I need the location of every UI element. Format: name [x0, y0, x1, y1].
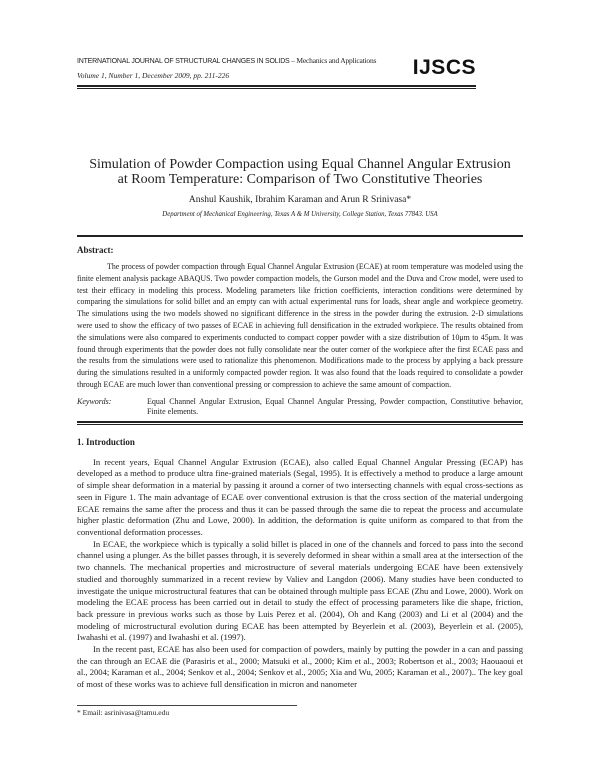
paper-title [77, 157, 523, 187]
abstract-heading: Abstract: [77, 245, 114, 255]
affiliation: Department of Mechanical Engineering, Texas A & M University, College Station, Texas 77843. USA [162, 211, 438, 218]
journal-header [77, 56, 476, 81]
divider [77, 421, 523, 425]
intro-body [77, 457, 523, 691]
paragraph: In the recent past, ECAE has also been used for compaction of powders, mainly by putting the powder in a can and passing the can through an ECAE die (Parasiris et al., 2000; Matsuki et al., 2000; Kim et al., 2003; Robertson et al., 2003; Haouaoui et al., 2004; Karaman et al., 2004; Senkov et al., 2004; Senkov et al., 2005; Xia and Wu, 2005; Karaman et al., 2007).. The key goal of most of these works was to achieve full densification in micron and nanometer [77, 644, 523, 690]
footnote-email: * Email: asrinivasa@tamu.edu [77, 707, 170, 717]
title-line-2: at Room Temperature: Comparison of Two Constitutive Theories [117, 172, 483, 187]
volume-info: Volume 1, Number 1, December 2009, pp. 211-226 [77, 71, 230, 80]
title-line-1: Simulation of Powder Compaction using Equal Channel Angular Extrusion [89, 157, 511, 172]
paragraph: In recent years, Equal Channel Angular Extrusion (ECAE), also called Equal Channel Angular Pressing (ECAP) has developed as a method to produce ultra fine-grained materials (Segal, 1995). It is effectively a method to produce a large amount of simple shear deformation in a material by passing it around a corner of two intersecting channels with equal cross-sections as seen in Figure 1. The main advantage of ECAE over conventional extrusion is that the cross section of the material undergoing ECAE remains the same after the process and thus it can be passed through the same die to repeat the process and accumulate higher plastic deformation (Zhu and Lowe, 2000). In addition, the deformation is quite uniform as compared to that from the conventional deformation processes. [77, 456, 523, 537]
journal-subtitle: – Mechanics and Applications [289, 56, 377, 65]
section-heading: 1. Introduction [77, 436, 135, 447]
footnote-rule [77, 705, 297, 706]
journal-info [77, 56, 413, 81]
journal-title: INTERNATIONAL JOURNAL OF STRUCTURAL CHANGES IN SOLIDS [77, 58, 290, 65]
authors: Anshul Kaushik, Ibrahim Karaman and Arun R Srinivasa* [188, 195, 412, 205]
keywords-text: Equal Channel Angular Extrusion, Equal Channel Angular Pressing, Powder compaction, Constitutive behavior, Finite elements. [147, 396, 523, 416]
journal-name [77, 56, 405, 67]
keywords-label: Keywords: [77, 396, 112, 406]
header-rule [77, 85, 476, 89]
keywords [77, 397, 523, 417]
journal-logo: IJSCS [412, 56, 476, 79]
paragraph: In ECAE, the workpiece which is typically a solid billet is placed in one of the channels and forced to pass into the second channel using a plunger. As the billet passes through, it is severely deformed in shear within a small area at the intersection of the two channels. The mechanical properties and microstructure of several materials undergoing ECAE have been extensively studied and thoroughly summarized in a recent review by Valiev and Langdon (2006). Many studies have been conducted to investigate the unique microstructural features that can be obtained through multiple pass ECAE (Zhu and Lowe, 2000). Work on modeling the ECAE process has been carried out in detail to study the effect of processing parameters like die shape, friction, back pressure in previous works such as those by Luis Perez et al. (2004), Oh and Kang (2003) and Li et al (2004) and the modeling of microstructural evolution during ECAE has been attempted by Beyerlein et al. (2003), Beyerlein et al. (2005), Iwahashi et al. (1997) and Iwahashi et al. (1997). [77, 538, 523, 643]
divider [77, 235, 523, 237]
paper-page [77, 0, 523, 738]
abstract-text: The process of powder compaction through Equal Channel Angular Extrusion (ECAE) at room temperature was modeled using the finite element analysis package ABAQUS. Two powder compaction models, the Gurson model and the Duva and Crow model, were used to test their efficacy in modeling this process. Modeling parameters like friction coefficients, interaction conditions were determined by comparing the simulations for solid billet and an empty can with actual experimental runs for loads, shear angle and workpiece geometry. The simulations using the two models showed no significant difference in the stress in the powder during the extrusion. 2-D simulations were used to show the efficacy of two passes of ECAE in achieving full densification in the extruded workpiece. The results obtained from the simulations were also compared to experiments conducted to compact copper powder with a size distribution of 10μm to 45μm. It was found through experiments that the powder does not fully consolidate near the outer corner of the workpiece after the first ECAE pass and the results from the simulations were used to rationalize this phenomenon. Modifications made to the process by applying a back pressure during the simulations resulted in a uniformly compacted powder region. It was also found that the loads required to consolidate a powder through ECAE are much lower than conventional pressing or compression to achieve the same amount of compaction. [77, 262, 523, 389]
